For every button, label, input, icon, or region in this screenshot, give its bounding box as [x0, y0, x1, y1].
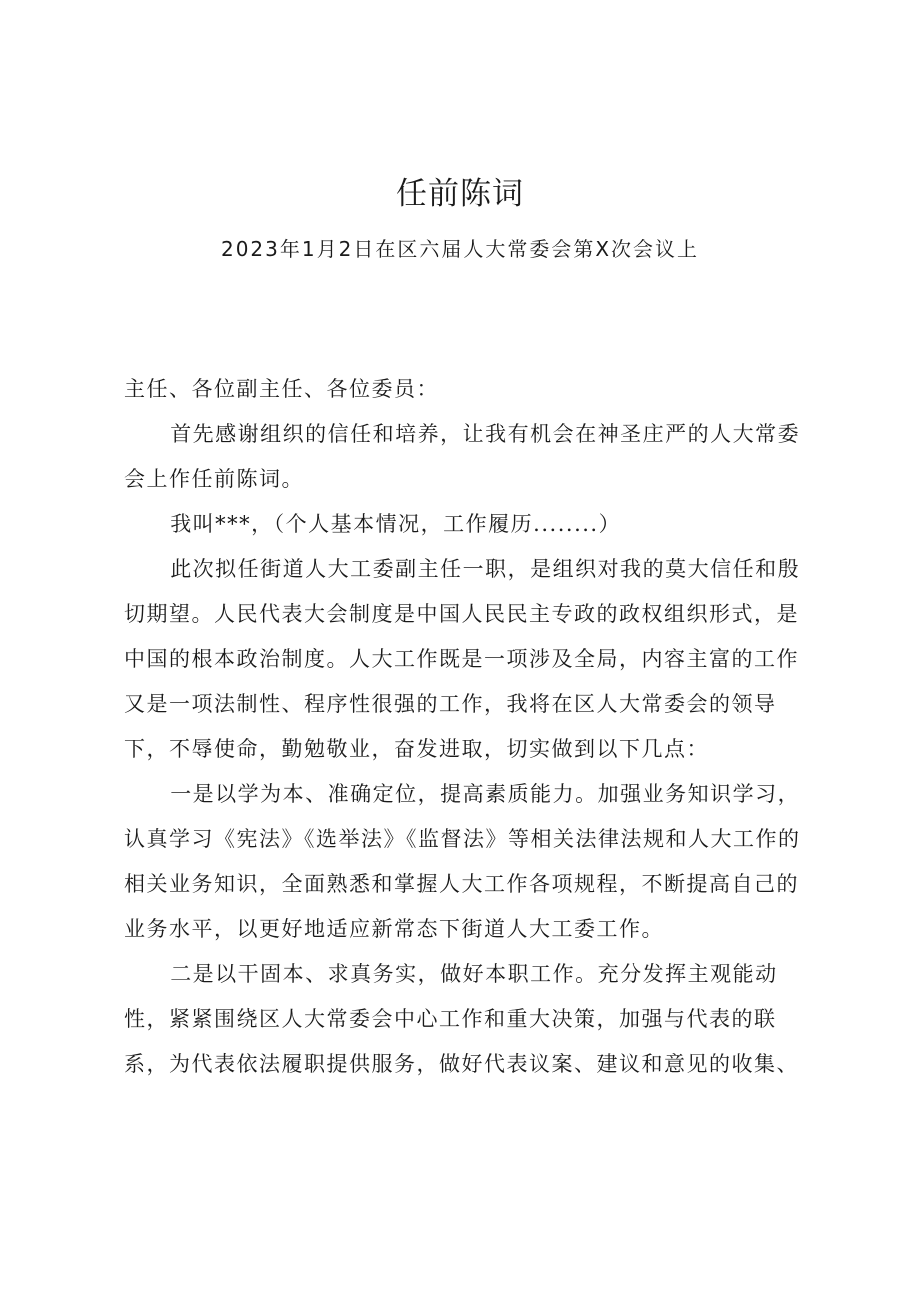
- paragraph-thanks: 首先感谢组织的信任和培养，让我有机会在神圣庄严的人大常委会上作任前陈词。: [124, 422, 801, 491]
- salutation: 主任、各位副主任、各位委员：: [124, 377, 439, 401]
- paragraph-appointment: 此次拟任街道人大工委副主任一职，是组织对我的莫大信任和殷切期望。人民代表大会制度是中国人民民主专政的政权组织形式，是中国的根本政治制度。人大工作既是一项涉及全局，内容主富的工作又是一项法制性、程序性很强的工作，我将在区人大常委会的领导下，不辱使命，勤勉敬业，奋发进取，切实做到以下几点：: [124, 557, 801, 761]
- paragraph-point-two: 二是以干固本、求真务实，做好本职工作。充分发挥主观能动性，紧紧围绕区人大常委会中心工作和重大决策，加强与代表的联系，为代表依法履职提供服务，做好代表议案、建议和意见的收集、: [124, 962, 799, 1076]
- paragraph-self-introduction: 我叫***，（个人基本情况，工作履历........）: [170, 512, 622, 536]
- document-title: 任前陈词: [396, 176, 524, 212]
- paragraph-point-one: 一是以学为本、准确定位，提高素质能力。加强业务知识学习，认真学习《宪法》《选举法》《监督法》等相关法律法规和人大工作的相关业务知识，全面熟悉和掌握人大工作各项规程，不断提高自己的业务水平，以更好地适应新常态下街道人大工委工作。: [124, 782, 801, 941]
- document-subtitle: 2023年1月2日在区六届人大常委会第X次会议上: [220, 237, 700, 261]
- document-body: [124, 367, 814, 1087]
